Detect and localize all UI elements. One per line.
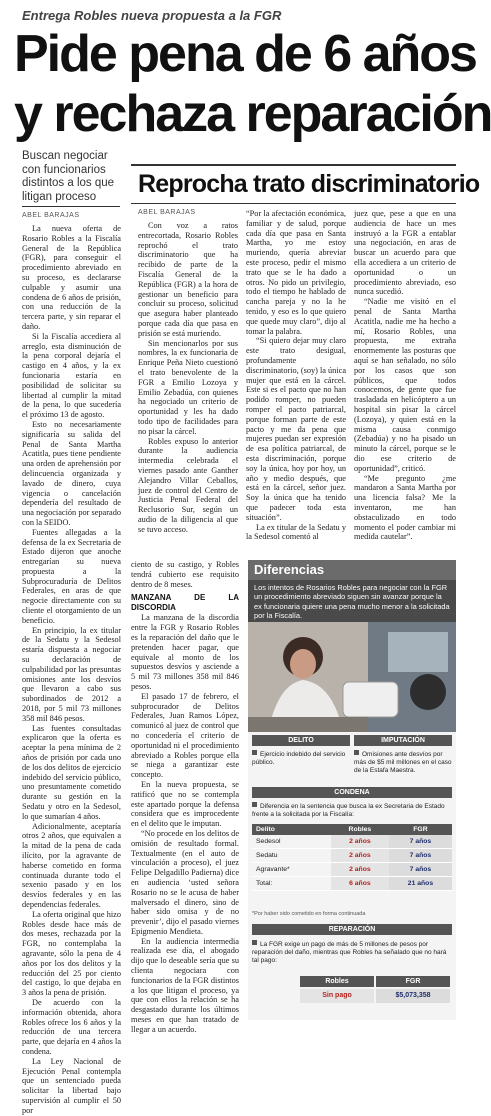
table-row-total — [252, 877, 452, 891]
paragraph: “Nadie me visitó en el penal de Santa Martha Acatitla, nadie me ha hecho a mí, Rosario Robles, una propuesta, me extraña enormemente las posturas que aquí se han señalado, no sólo por los casos que son públicos, que todos conocemos, de gente que fue trasladada en helicóptero a un hospital sin pisar la cárcel (Lozoya), y quien está en la misma causa conmigo (Zebadúa) y no ha pisado un minuto la cárcel, porque se le dio ese criterio de oportunidad”, criticó. — [354, 297, 456, 473]
byline-left: ABEL BARAJAS — [22, 212, 80, 219]
paragraph: Fuentes allegadas a la defensa de la ex Secretaria de Estado dijeron que anoche entregarían su nueva propuesta a la Subprocuraduría de Delitos Federales, en aras de que negocie directamente con su cliente el otorgamiento de un beneficio. — [22, 527, 121, 625]
reparacion-text: La FGR exige un pago de más de 5 millones de pesos por reparación del daño, mientras que Robles ha señalado que no hará tal pago: — [252, 941, 447, 964]
table-row — [252, 849, 452, 863]
delito-text: Ejercicio indebido del servicio público. — [252, 751, 346, 766]
col-header-delito: Delito — [252, 824, 331, 835]
paragraph: Las fuentes consultadas explicaron que la oferta es aceptar la pena mínima de 2 años de prisión por cada uno de los dos delitos de ejercicio indebido del servicio público, uno presuntamente cometido durante su gestión en la Sedatu y otro en la Sedesol, lo que sumarían 4 años. — [22, 723, 121, 821]
paragraph: El pasado 17 de febrero, el subprocurador de Delitos Federales, Juan Ramos López, comunicó al juez de control que no concedería el criterio de oportunidad ni el procedimiento abreviado a Robles porque ella se niega a garantizar este concepto. — [131, 691, 239, 780]
reparacion-table — [300, 976, 450, 1003]
table-footnote: *Por haber sido cometido en forma continuada — [252, 911, 366, 917]
second-story-col-3 — [354, 209, 456, 551]
infobox-photo — [248, 622, 456, 732]
table-row — [252, 835, 452, 849]
rep-value-fgr: $5,073,358 — [376, 989, 450, 1003]
paragraph: La oferta original que hizo Robles desde hace más de dos meses, rechazada por la FGR, no contemplaba la agravante, sólo la pena de 4 años por los dos delitos y la reducción del 25 por ciento del castigo, lo que dejaba en 3 años la pena de prisión. — [22, 909, 121, 998]
imputacion-label: IMPUTACIÓN — [354, 735, 452, 746]
subhead-manzana: MANZANA DE LA DISCORDIA — [131, 593, 239, 612]
paragraph: “Si quiero dejar muy claro este trato desigual, profundamente discriminatorio, (soy) la única mujer que está en la cárcel. Este si es el pacto que no han podido romper, no pueden romper el pacto patriarcal, porque forman parte de este pacto y me da pena que mujeres puedan ser expresión de esa política patriarcal, de esta discriminación, porque soy la única, hoy por hoy, un año y medio después, que está en la cárcel, señor juez. Soy la única que ha tenido que padecer toda esta situación”. — [246, 336, 346, 522]
sentence-table-header — [252, 824, 452, 835]
delito-label: DELITO — [252, 735, 350, 746]
paragraph: “Por la afectación económica, familiar y de salud, porque cada día que pasa en Santa Martha, yo me estoy muriendo, quería abreviar este proceso, pedir el mismo trato que se le ha dado a otros. No pido un privilegio, todo el tiempo he hablado de cancha pareja y no la he tenido, y eso es lo que quiero que quede muy claro”, dijo al tomar la palabra. — [246, 209, 346, 336]
second-story-col-2 — [246, 209, 346, 551]
second-story-headline: Reprocha trato discriminatorio — [138, 170, 480, 198]
paragraph: Esto no necesariamente significaría su salida del Penal de Santa Martha Acatitla, pues tiene pendiente una orden de aprehensión por delincuencia organizada y lavado de dinero, cuya vigencia o cancelación dependería del resultado de una negociación por separado con la SEIDO. — [22, 419, 121, 527]
row-fgr: 21 años — [389, 877, 452, 891]
paragraph: La Ley Nacional de Ejecución Penal contempla que un sentenciado pueda solicitar la libertad bajo supervisión al cumplir el 50 por — [22, 1056, 121, 1115]
paragraph: Robles expuso lo anterior durante la audiencia intermedia celebrada el viernes pasado ante Ganther Alejandro Villar Ceballos, juez de control del Centro de Justicia Penal Federal del Reclusorio Sur, según un audio de la diligencia al que se tuvo acceso. — [138, 436, 238, 534]
second-story-top-rule — [131, 164, 456, 166]
paragraph: De acuerdo con la información obtenida, ahora Robles ofrece los 6 años y la reducción de una tercera parte, que dejaría en 4 años la condena. — [22, 997, 121, 1056]
row-fgr: 7 años — [389, 835, 452, 849]
condena-label: CONDENA — [252, 787, 452, 798]
row-robles: 6 años — [331, 877, 389, 891]
infobox-deck: Los intentos de Rosarios Robles para negociar con la FGR un procedimiento abreviado siguen sin avanzar porque la ex funcionaria quiere una pena mucho menor a la solicitada por la Fiscalía. — [248, 580, 456, 622]
row-delito: Sedatu — [252, 849, 331, 863]
row-robles: 2 años — [331, 835, 389, 849]
headline-line-2: y rechaza reparación — [14, 85, 491, 143]
bullet-icon — [252, 750, 257, 755]
row-delito: Agravante* — [252, 863, 331, 877]
paragraph: Con voz a ratos entrecortada, Rosario Robles reprochó el trato discriminatorio que ha recibido de parte de la Fiscalía General de la República (FGR) a la hora de gestionar un beneficio para concluir su proceso, solicitud que asegura haber planteado porque cada día que pasa en prisión se está muriendo. — [138, 221, 238, 338]
paragraph: Si la Fiscalía accediera al arreglo, esta disminución de la pena corporal dejaría el castigo en 4 años, y la ex funcionaria estaría en posibilidad de solicitar su libertad al cumplir la mitad de la pena, lo que sucedería el próximo 13 de agosto. — [22, 331, 121, 420]
rep-value-robles: Sin pago — [300, 989, 374, 1003]
row-robles: 2 años — [331, 849, 389, 863]
row-fgr: 7 años — [389, 849, 452, 863]
paragraph: Adicionalmente, aceptaría otros 2 años, que equivalen a la mitad de la pena de cada ilícito, por la agravante de haberse cometido en forma continuada durante todo el sexenio pasado y en los desvíos federales y en las dependencias federales. — [22, 821, 121, 909]
headline-line-1: Pide pena de 6 años — [14, 25, 476, 83]
subdeck: Buscan negociar con funcionarios distintos a los que litigan proceso — [22, 150, 115, 203]
row-delito: Sedesol — [252, 835, 331, 849]
rep-header-robles: Robles — [300, 976, 374, 987]
imputacion-text: Omisiones ante desvíos por más de $5 mil millones en el caso de la Estafa Maestra. — [354, 751, 452, 774]
paragraph: juez que, pese a que en una audiencia de hace un mes instruyó a la FGR a entablar una negociación, en aras de buscar un acuerdo para que ella accediera a un criterio de oportunidad o un procedimiento abreviado, eso nunca sucedió. — [354, 209, 456, 297]
infobox-title: Diferencias — [248, 560, 456, 580]
paragraph: En la audiencia intermedia realizada ese día, el abogado dijo que lo deseable sería que su clienta negociara con funcionarios de la FGR distintos a los que litigan el proceso, ya que con ellos la relación se ha desgastado durante los últimos meses en que han tratado de llegar a un acuerdo. — [131, 936, 239, 1034]
subdeck-rule — [22, 206, 120, 207]
paragraph: La nueva oferta de Rosario Robles a la Fiscalía General de la República (FGR), para conseguir el procedimiento abreviado en su proceso, es declararse culpable y asumir una condena de 6 años de prisión, con una reducción de la tercera parte, y sin reparar el daño. — [22, 224, 121, 331]
col-header-robles: Robles — [331, 824, 389, 835]
paragraph: En principio, la ex titular de la Sedatu y la Sedesol estaría dispuesta a negociar su declaración de culpabilidad por las presuntas omisiones ante los desvíos que llevaron a cabo sus subordinados de 2012 a 2018, por 5 mil 73 millones 358 mil 846 pesos. — [22, 625, 121, 723]
bullet-icon — [252, 802, 257, 807]
second-story-col-1 — [138, 221, 238, 551]
paragraph: Sin mencionarlos por sus nombres, la ex funcionaria de Enrique Peña Nieto cuestionó el trato benevolente de la FGR a Emilio Lozoya y Emilio Zebadúa, con quienes ha negociado un criterio de oportunidad y les ha dado todo tipo de facilidades para no pisar la cárcel. — [138, 338, 238, 436]
photo-illustration — [248, 622, 456, 732]
rep-header-fgr: FGR — [376, 976, 450, 987]
row-robles: 2 años — [331, 863, 389, 877]
condena-text: Diferencia en la sentencia que busca la ex Secretaria de Estado frente a la solicitada por la Fiscalía: — [252, 803, 445, 818]
sentence-table — [252, 824, 452, 891]
col-header-fgr: FGR — [389, 824, 452, 835]
paragraph: La ex titular de la Sedatu y la Sedesol comentó al — [246, 522, 346, 542]
byline-right: ABEL BARAJAS — [138, 209, 196, 216]
second-story-head-rule — [131, 203, 456, 204]
bullet-icon — [354, 750, 359, 755]
paragraph: La manzana de la discordia entre la FGR y Rosario Robles es la reparación del daño que le pretenden hacer pagar, que equivale al monto de los supuestos desvíos y asciende a 5 mil 73 millones 358 mil 846 pesos. — [131, 613, 239, 691]
paragraph: “No procede en los delitos de omisión de resultado formal. Textualmente (en el auto de vinculación a proceso), el juez Felipe Delgadillo Padierna) dice en audiencia ‘usted señora Rosario no se le acusa de haber malversado el dinero, sino de haber sido omisa y de no prevenir’, dijo el pasado viernes Epigmenio Mendieta. — [131, 828, 239, 936]
main-story-continuation — [131, 560, 239, 1034]
paragraph: En la nueva propuesta, se ratificó que no se contempla este apartado porque la defensa considera que es improcedente en el delito que le imputan. — [131, 779, 239, 829]
paragraph: ciento de su castigo, y Robles tendrá cubierto ese requisito dentro de 8 meses. — [131, 560, 239, 589]
main-story-column — [22, 224, 121, 1115]
paragraph: “Me pregunto ¿me mandaron a Santa Martha por una licencia falsa? Me la inventaron, me han obstaculizado en todo momento el poder cambiar mi medida cautelar”. — [354, 473, 456, 542]
bullet-icon — [252, 940, 257, 945]
reparacion-label: REPARACIÓN — [252, 924, 452, 935]
kicker: Entrega Robles nueva propuesta a la FGR — [22, 8, 282, 23]
row-delito: Total: — [252, 877, 331, 891]
row-fgr: 7 años — [389, 863, 452, 877]
table-row — [252, 863, 452, 877]
